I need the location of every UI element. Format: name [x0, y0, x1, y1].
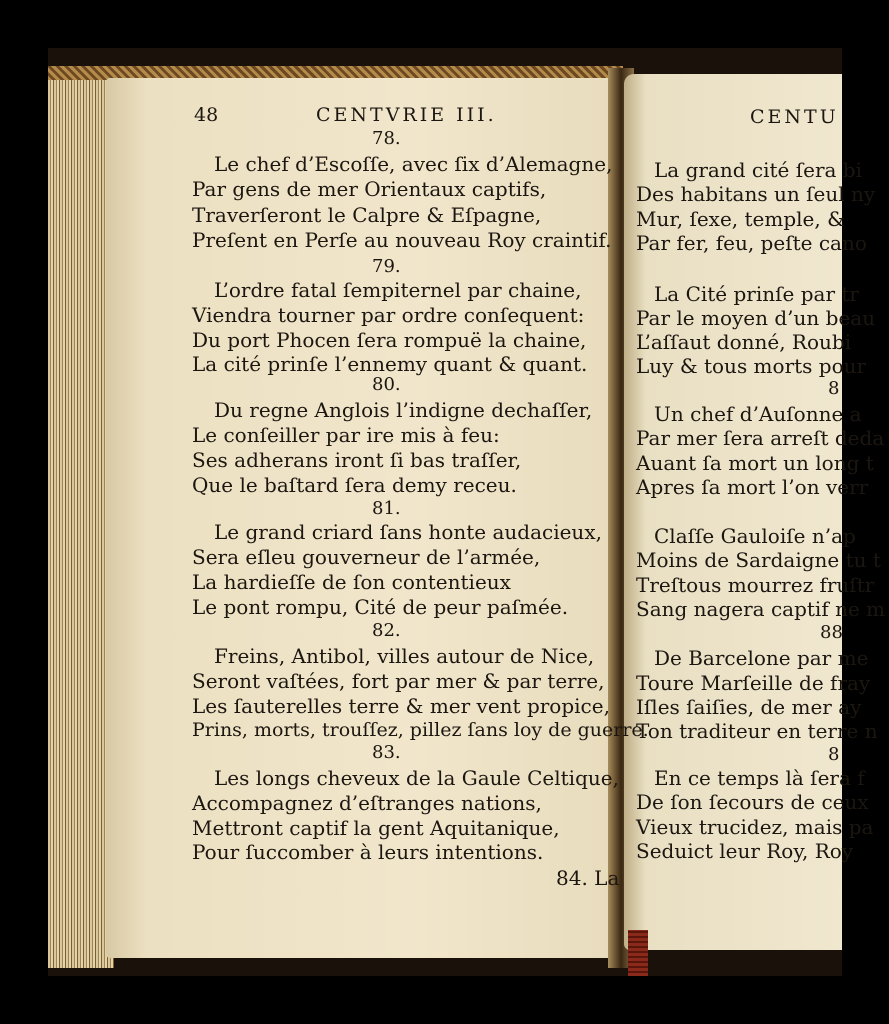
- page-header: CENTVRIE III.: [316, 104, 497, 126]
- verse-line: Mettront captif la gent Aquitanique,: [192, 816, 560, 840]
- verse-line: Luy & tous morts pour: [636, 354, 867, 378]
- verse-line: Traverſeront le Calpre & Eſpagne,: [192, 203, 542, 227]
- right-page-text: [624, 74, 886, 934]
- verse-line: Mur, ſexe, temple, &: [636, 207, 845, 231]
- verse-line: Le pont rompu, Cité de peur paſmée.: [192, 595, 569, 619]
- verse-line: Seduict leur Roy, Roy: [636, 839, 854, 863]
- verse-line: La grand cité ſera bi: [654, 158, 862, 182]
- verse-line: Sang nagera captif ne m: [636, 597, 886, 621]
- verse-line: Iſles ſaiſies, de mer ay: [636, 695, 862, 719]
- verse-line: Ton traditeur en terre n: [636, 719, 878, 743]
- verse-line: En ce temps là ſera f: [654, 766, 865, 790]
- verse-line: Pour ſuccomber à leurs intentions.: [192, 840, 544, 864]
- quatrain-number: 88: [820, 622, 843, 643]
- quatrain-number: 82.: [372, 620, 401, 641]
- verse-line: Ses adherans iront ſi bas traſſer,: [192, 448, 522, 472]
- verse-line: Le chef d’Escoſſe, avec ſix d’Alemagne,: [214, 152, 613, 176]
- verse-line: Que le baſtard ſera demy receu.: [192, 473, 517, 497]
- catchword: 84. La: [556, 866, 620, 890]
- verse-line: Par fer, feu, peſte cano: [636, 231, 867, 255]
- verse-line: La cité prinſe l’ennemy quant & quant.: [192, 352, 588, 376]
- quatrain-number: 79.: [372, 256, 401, 277]
- verse-line: Les ſauterelles terre & mer vent propice,: [192, 694, 610, 718]
- verse-line: Seront vaſtées, fort par mer & par terre,: [192, 669, 605, 693]
- verse-line: Un chef d’Auſonne a: [654, 402, 862, 426]
- verse-line: Preſent en Perſe au nouveau Roy craintif.: [192, 228, 612, 252]
- quatrain-number: 83.: [372, 742, 401, 763]
- verse-line: De Barcelone par me: [654, 646, 869, 670]
- verse-line: Accompagnez d’eſtranges nations,: [192, 791, 542, 815]
- verse-line: Moins de Sardaigne tu t: [636, 548, 881, 572]
- quatrain-number: 8: [828, 378, 840, 399]
- verse-line: L’ordre fatal ſempiternel par chaine,: [214, 278, 582, 302]
- verse-line: Claſſe Gauloiſe n’ap: [654, 524, 856, 548]
- quatrain-number: 8: [828, 744, 840, 765]
- verse-line: Le conſeiller par ire mis à feu:: [192, 423, 500, 447]
- verse-line: La Cité prinſe par tr: [654, 282, 859, 306]
- verse-line: Des habitans un ſeul ny: [636, 182, 876, 206]
- quatrain-number: 78.: [372, 128, 401, 149]
- verse-line: L’aſſaut donné, Roubi: [636, 330, 852, 354]
- verse-line: Sera eſleu gouverneur de l’armée,: [192, 545, 541, 569]
- page-edges: [48, 68, 114, 968]
- verse-line: Treſtous mourrez fruſtr: [636, 573, 875, 597]
- verse-line: Vieux trucidez, mais pa: [636, 815, 874, 839]
- bookmark-ribbon: [628, 930, 648, 976]
- page-header: CENTU: [750, 106, 839, 128]
- verse-line: Les longs cheveux de la Gaule Celtique,: [214, 766, 619, 790]
- verse-line: Par gens de mer Orientaux captifs,: [192, 177, 547, 201]
- verse-line: Apres ſa mort l’on verr: [636, 475, 869, 499]
- verse-line: Par le moyen d’un beau: [636, 306, 876, 330]
- verse-line: Auant ſa mort un long t: [636, 451, 874, 475]
- quatrain-number: 80.: [372, 374, 401, 395]
- verse-line: Toure Marſeille de fray: [636, 671, 871, 695]
- verse-line: Le grand criard ſans honte audacieux,: [214, 520, 602, 544]
- verse-line: De ſon ſecours de ceux: [636, 790, 869, 814]
- verse-line: Viendra tourner par ordre conſequent:: [192, 303, 585, 327]
- verse-line: Par mer ſera arreſt deda: [636, 426, 885, 450]
- page-number: 48: [194, 104, 219, 126]
- verse-line: Freins, Antibol, villes autour de Nice,: [214, 644, 595, 668]
- verse-line: La hardieſſe de ſon contentieux: [192, 570, 511, 594]
- verse-line: Prins, morts, trouſſez, pillez ſans loy de guerre.: [192, 719, 649, 741]
- verse-line: Du regne Anglois l’indigne dechaſſer,: [214, 398, 593, 422]
- verse-line: Du port Phocen ſera rompuë la chaine,: [192, 328, 587, 352]
- quatrain-number: 81.: [372, 498, 401, 519]
